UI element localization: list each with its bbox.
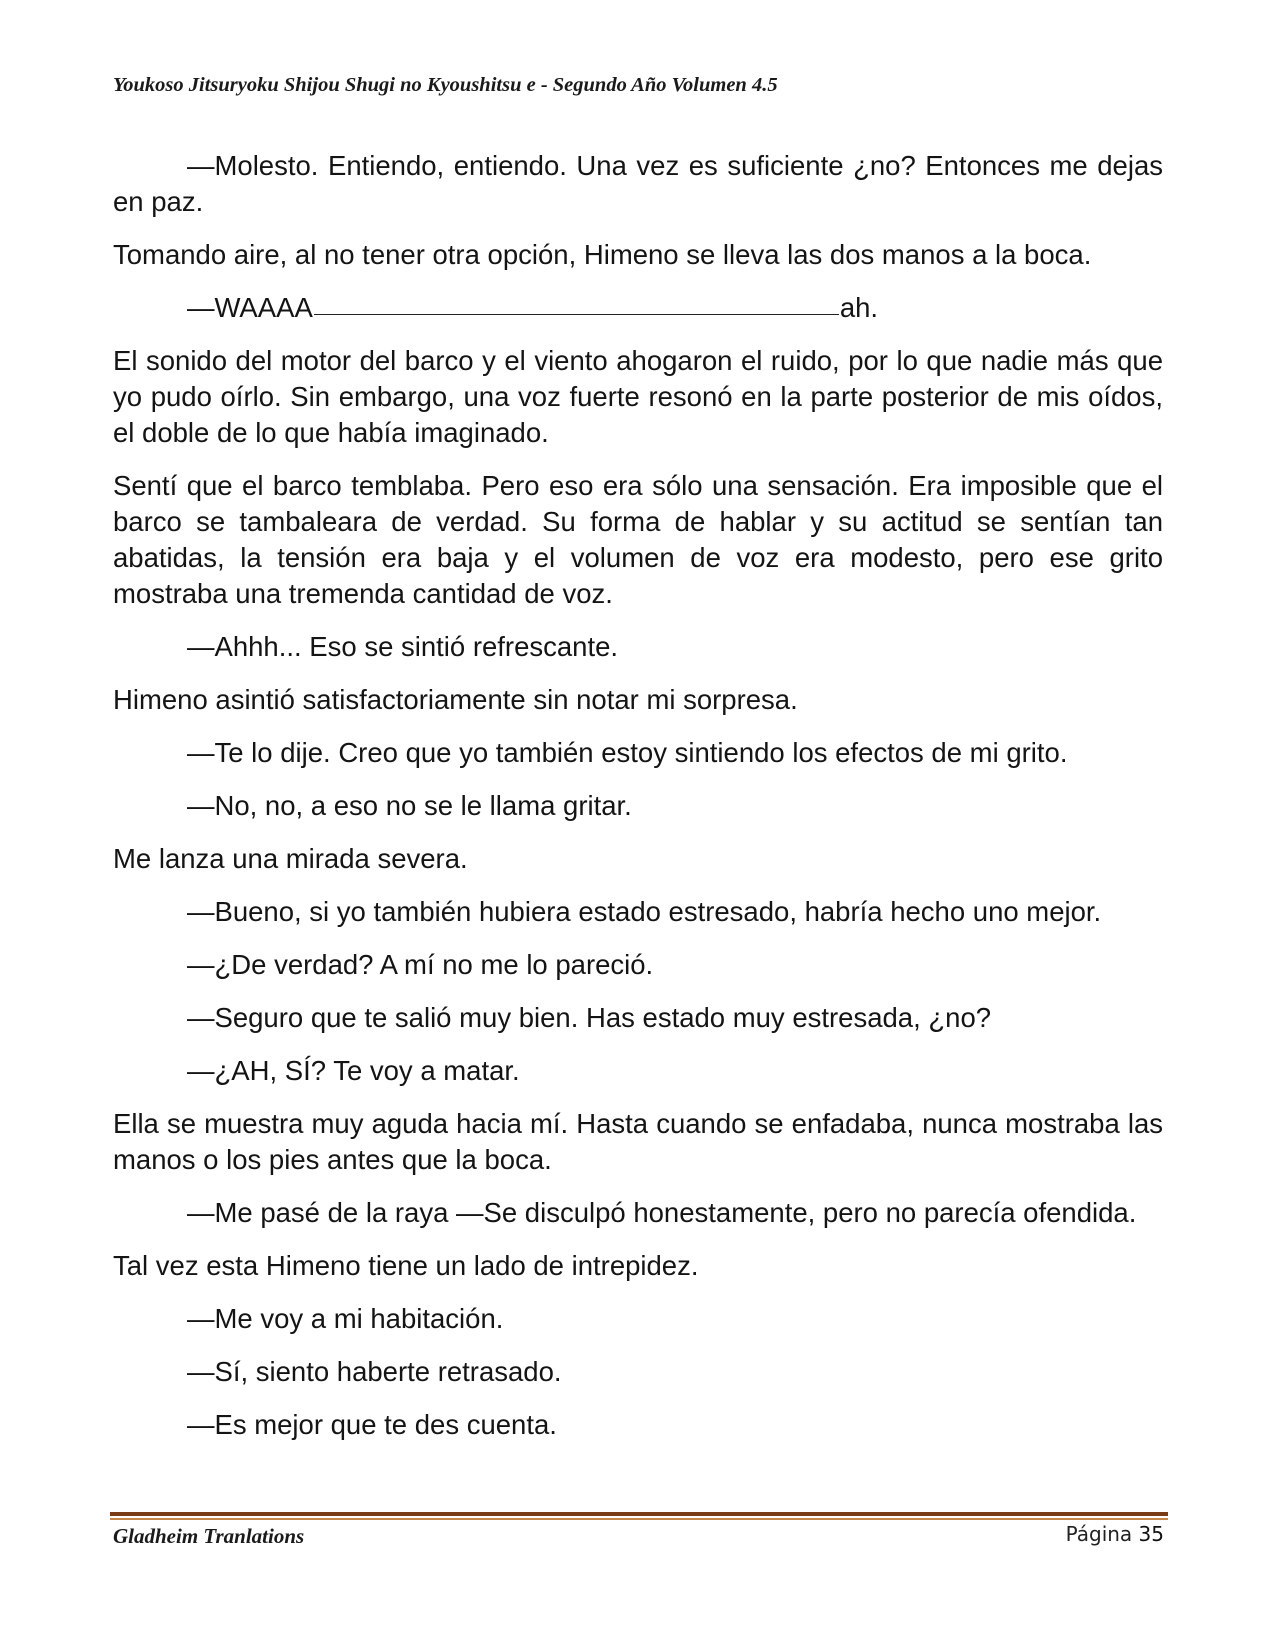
paragraph-4: El sonido del motor del barco y el viento ahogaron el ruido, por lo que nadie más que yo pudo oírlo. Sin embargo, una voz fuerte resonó en la parte posterior de mis oídos, el doble de lo que había imaginado.	[113, 345, 1163, 448]
shout-line	[113, 290, 1163, 326]
paragraph-12: —¿De verdad? A mí no me lo pareció.	[187, 949, 654, 980]
paragraph-5: Sentí que el barco temblaba. Pero eso era sólo una sensación. Era imposible que el barco se tambaleara de verdad. Su forma de hablar y su actitud se sentían tan abatidas, la tensión era baja y el volumen de voz era modesto, pero ese grito mostraba una tremenda cantidad de voz.	[113, 470, 1163, 609]
paragraph-1: —Molesto. Entiendo, entiendo. Una vez es suficiente ¿no? Entonces me dejas en paz.	[113, 150, 1163, 217]
shout-end: ah.	[839, 292, 879, 323]
page-label: Página	[1065, 1522, 1133, 1546]
paragraph-17: Tal vez esta Himeno tiene un lado de intrepidez.	[113, 1250, 699, 1281]
paragraph-9: —No, no, a eso no se le llama gritar.	[187, 790, 632, 821]
paragraph-19: —Sí, siento haberte retrasado.	[187, 1356, 562, 1387]
running-header: Youkoso Jitsuryoku Shijou Shugi no Kyoushitsu e - Segundo Año Volumen 4.5	[113, 74, 778, 96]
paragraph-8: —Te lo dije. Creo que yo también estoy sintiendo los efectos de mi grito.	[187, 737, 1068, 768]
paragraph-10: Me lanza una mirada severa.	[113, 843, 468, 874]
paragraph-11: —Bueno, si yo también hubiera estado estresado, habría hecho uno mejor.	[187, 896, 1102, 927]
paragraph-20: —Es mejor que te des cuenta.	[187, 1409, 557, 1440]
footer-divider-dark	[110, 1512, 1168, 1516]
paragraph-13: —Seguro que te salió muy bien. Has estado muy estresada, ¿no?	[187, 1002, 992, 1033]
shout-start: —WAAAA	[187, 292, 313, 323]
paragraph-15: Ella se muestra muy aguda hacia mí. Hasta cuando se enfadaba, nunca mostraba las manos o los pies antes que la boca.	[113, 1108, 1163, 1175]
page-number	[1066, 1522, 1164, 1546]
page-number-value: 35	[1138, 1522, 1164, 1546]
paragraph-16: —Me pasé de la raya —Se disculpó honestamente, pero no parecía ofendida.	[187, 1197, 1137, 1228]
paragraph-2: Tomando aire, al no tener otra opción, Himeno se lleva las dos manos a la boca.	[113, 239, 1092, 270]
paragraph-6: —Ahhh... Eso se sintió refrescante.	[187, 631, 619, 662]
paragraph-14: —¿AH, SÍ? Te voy a matar.	[187, 1055, 520, 1086]
paragraph-7: Himeno asintió satisfactoriamente sin notar mi sorpresa.	[113, 684, 798, 715]
footer-divider-light	[110, 1518, 1168, 1520]
footer-credit: Gladheim Tranlations	[113, 1524, 305, 1548]
footer-divider	[110, 1512, 1168, 1520]
page-body	[113, 148, 1163, 1460]
paragraph-18: —Me voy a mi habitación.	[187, 1303, 504, 1334]
shout-dash-rule	[314, 314, 839, 315]
